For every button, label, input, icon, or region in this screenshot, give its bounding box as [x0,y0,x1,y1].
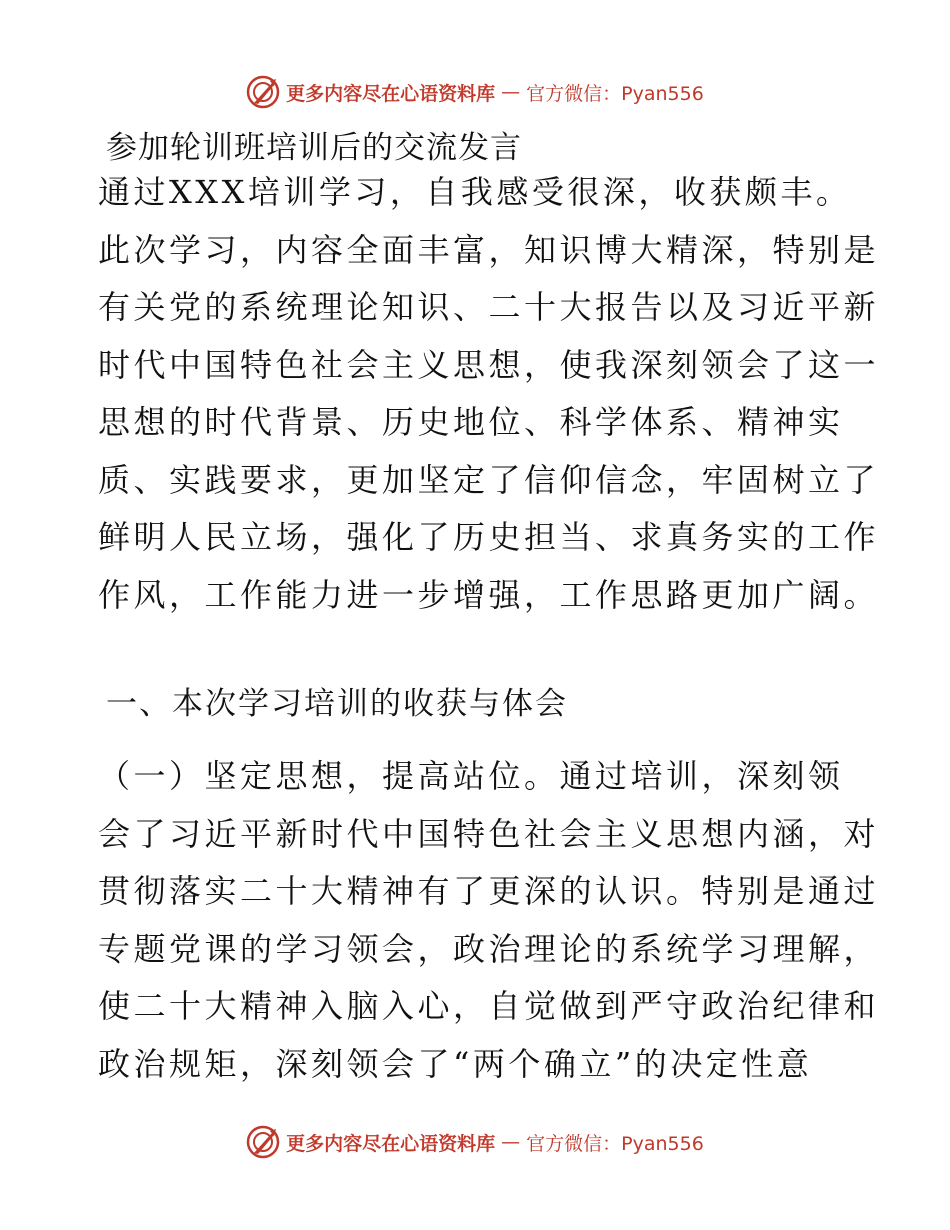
section-paragraph [98,748,880,1093]
text-line: 有关党的系统理论知识、二十大报告以及习近平新 [98,288,880,326]
quill-logo-icon [246,1125,280,1159]
watermark-header [0,72,950,112]
text-line: 作风，工作能力进一步增强，工作思路更加广阔。 [98,575,880,614]
text-line: 使二十大精神入脑入心，自觉做到严守政治纪律和 [98,987,880,1025]
text-line: 贯彻落实二十大精神有了更深的认识。特别是通过 [98,872,880,910]
watermark-text: 更多内容尽在心语资料库 [286,82,496,105]
text-line: 时代中国特色社会主义思想，使我深刻领会了这一 [98,345,880,384]
watermark-dash: — [501,1131,521,1153]
intro-paragraph [98,164,880,624]
text-line: 会了习近平新时代中国特色社会主义思想内涵，对 [98,814,880,853]
text-line: 专题党课的学习领会，政治理论的系统学习理解， [98,929,880,968]
text-line: 政治规矩，深刻领会了“两个确立”的决定性意 [98,1044,813,1083]
watermark-footer [0,1122,950,1162]
text-line: 通过XXX培训学习，自我感受很深，收获颇丰。 [98,173,852,211]
text-line: 此次学习，内容全面丰富，知识博大精深，特别是 [98,230,880,269]
text-line: 鲜明人民立场，强化了历史担当、求真务实的工作 [98,518,880,556]
text-line: （一）坚定思想，提高站位。通过培训，深刻领 [98,757,844,795]
watermark-contact: 官方微信：Pyan556 [526,82,704,105]
section-heading: 一、本次学习培训的收获与体会 [106,686,568,722]
watermark-contact: 官方微信：Pyan556 [526,1132,704,1155]
text-line: 质、实践要求，更加坚定了信仰信念，牢固树立了 [98,460,880,499]
text-line: 思想的时代背景、历史地位、科学体系、精神实 [98,403,844,441]
watermark-text: 更多内容尽在心语资料库 [286,1132,496,1155]
quill-logo-icon [246,75,280,109]
watermark-dash: — [501,81,521,103]
document-title: 参加轮训班培训后的交流发言 [106,130,522,166]
